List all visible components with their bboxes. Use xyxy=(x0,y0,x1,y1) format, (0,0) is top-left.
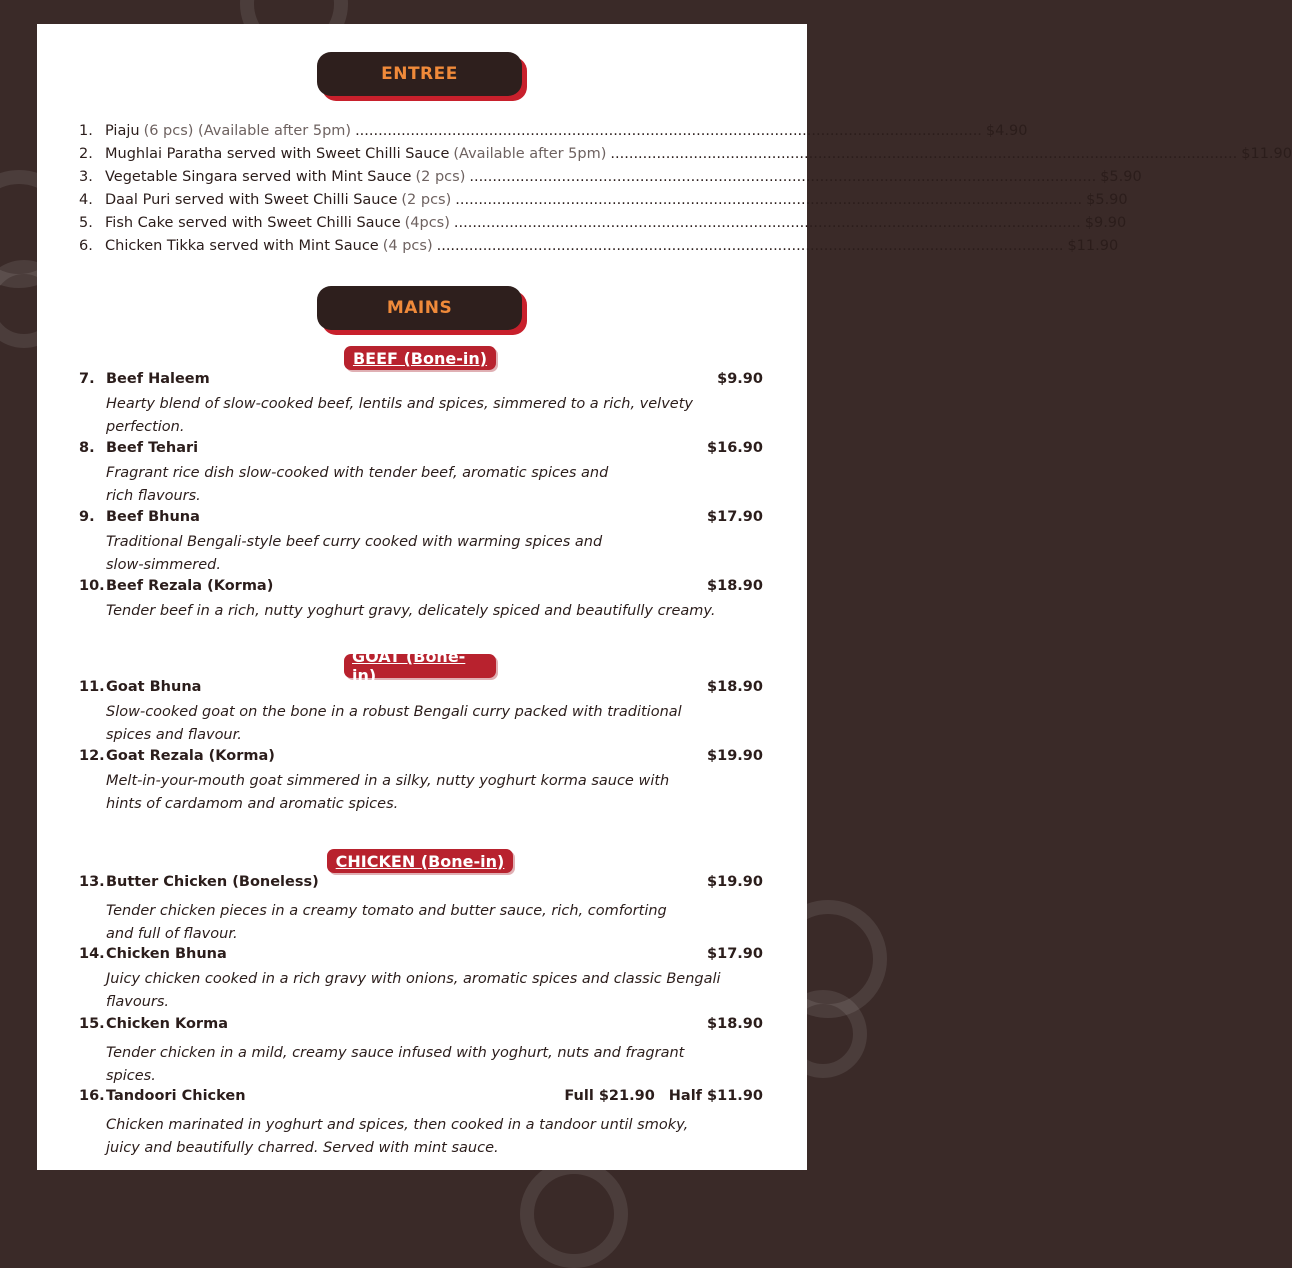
description-line: Traditional Bengali-style beef curry cooked with warming spices and xyxy=(106,534,603,550)
item-name: Beef Haleem xyxy=(106,371,210,387)
item-number: 2. xyxy=(79,146,93,162)
entree-row xyxy=(79,146,1292,169)
item-description xyxy=(106,600,763,623)
item-description xyxy=(106,531,763,577)
description-line: Chicken marinated in yoghurt and spices, then cooked in a tandoor until smoky, xyxy=(106,1117,689,1133)
item-price: $19.90 xyxy=(707,874,763,890)
item-name: Beef Rezala (Korma) xyxy=(106,578,274,594)
item-note: (4 pcs) xyxy=(382,238,433,254)
item-name: Goat Bhuna xyxy=(106,679,202,695)
entree-heading: ENTREE xyxy=(317,52,522,96)
item-price: $18.90 xyxy=(707,578,763,594)
description-line: flavours. xyxy=(106,994,170,1010)
description-line: spices and flavour. xyxy=(106,727,242,743)
description-line: hints of cardamom and aromatic spices. xyxy=(106,796,399,812)
item-number: 13. xyxy=(79,874,105,890)
dot-leader: ........................................................................................................................................ xyxy=(455,192,1083,208)
entree-row xyxy=(79,169,1142,192)
item-price: $17.90 xyxy=(707,946,763,962)
category-chicken: CHICKEN (Bone-in) xyxy=(327,849,513,873)
category-goat: GOAT (Bone-in) xyxy=(344,654,496,678)
description-line: Slow-cooked goat on the bone in a robust Bengali curry packed with traditional xyxy=(106,704,682,720)
item-number: 15. xyxy=(79,1016,105,1032)
menu-item xyxy=(79,748,763,816)
item-price: $16.90 xyxy=(707,440,763,456)
item-number: 7. xyxy=(79,371,95,387)
item-price: $18.90 xyxy=(707,679,763,695)
description-line: and full of flavour. xyxy=(106,926,238,942)
item-number: 9. xyxy=(79,509,95,525)
description-line: Tender beef in a rich, nutty yoghurt gravy, delicately spiced and beautifully creamy. xyxy=(106,603,716,619)
item-number: 10. xyxy=(79,578,105,594)
item-name: Beef Tehari xyxy=(106,440,199,456)
item-name: Tandoori Chicken xyxy=(106,1088,246,1104)
item-note: (2 pcs) xyxy=(415,169,466,185)
item-price: $11.90 xyxy=(1067,238,1119,254)
item-description xyxy=(106,701,763,747)
description-line: Hearty blend of slow-cooked beef, lentils and spices, simmered to a rich, velvety xyxy=(106,396,693,412)
entree-row xyxy=(79,238,1119,261)
item-name: Chicken Bhuna xyxy=(106,946,227,962)
menu-item xyxy=(79,1088,763,1160)
description-line: juicy and beautifully charred. Served with mint sauce. xyxy=(106,1140,499,1156)
item-description xyxy=(106,1114,763,1160)
category-beef: BEEF (Bone-in) xyxy=(344,346,496,370)
item-name: Vegetable Singara served with Mint Sauce xyxy=(105,169,412,185)
item-number: 6. xyxy=(79,238,93,254)
description-line: rich flavours. xyxy=(106,488,201,504)
mains-heading: MAINS xyxy=(317,286,522,330)
item-description xyxy=(106,462,763,508)
description-line: Tender chicken pieces in a creamy tomato and butter sauce, rich, comforting xyxy=(106,903,667,919)
menu-item xyxy=(79,946,763,1014)
item-name: Daal Puri served with Sweet Chilli Sauce xyxy=(105,192,398,208)
item-number: 14. xyxy=(79,946,105,962)
item-price: $5.90 xyxy=(1100,169,1142,185)
item-name: Goat Rezala (Korma) xyxy=(106,748,275,764)
item-price: $9.90 xyxy=(1084,215,1127,231)
entree-list xyxy=(79,123,1292,261)
item-number: 3. xyxy=(79,169,93,185)
menu-item xyxy=(79,679,763,747)
item-price: $18.90 xyxy=(707,1016,763,1032)
item-price-full: Full $21.90 xyxy=(564,1088,655,1104)
decorative-swirl xyxy=(520,1160,628,1268)
item-price: $5.90 xyxy=(1086,192,1128,208)
description-line: spices. xyxy=(106,1068,156,1084)
description-line: Melt-in-your-mouth goat simmered in a silky, nutty yoghurt korma sauce with xyxy=(106,773,670,789)
menu-item xyxy=(79,371,763,439)
item-name: Piaju xyxy=(105,123,140,139)
menu-item xyxy=(79,578,763,623)
item-number: 5. xyxy=(79,215,93,231)
item-number: 1. xyxy=(79,123,93,139)
dot-leader: ........................................................................................................................................ xyxy=(469,169,1097,185)
menu-item xyxy=(79,1016,763,1088)
item-name: Chicken Tikka served with Mint Sauce xyxy=(105,238,379,254)
description-line: slow-simmered. xyxy=(106,557,221,573)
entree-row xyxy=(79,192,1128,215)
item-note: (6 pcs) (Available after 5pm) xyxy=(143,123,352,139)
item-name: Chicken Korma xyxy=(106,1016,228,1032)
dot-leader: ........................................................................................................................................ xyxy=(355,123,982,139)
item-description xyxy=(106,1042,763,1088)
item-price: $4.90 xyxy=(985,123,1028,139)
item-name: Mughlai Paratha served with Sweet Chilli Sauce xyxy=(105,146,450,162)
item-price-half: Half $11.90 xyxy=(668,1088,763,1104)
description-line: Fragrant rice dish slow-cooked with tender beef, aromatic spices and xyxy=(106,465,609,481)
entree-row xyxy=(79,123,1028,146)
item-note: (Available after 5pm) xyxy=(453,146,607,162)
menu-item xyxy=(79,509,763,577)
item-name: Beef Bhuna xyxy=(106,509,200,525)
item-price: $11.90 xyxy=(1241,146,1292,162)
dot-leader: ........................................................................................................................................ xyxy=(453,215,1081,231)
item-note: (2 pcs) xyxy=(401,192,452,208)
item-price: $17.90 xyxy=(707,509,763,525)
item-name: Fish Cake served with Sweet Chilli Sauce xyxy=(105,215,401,231)
item-description xyxy=(106,770,763,816)
item-description xyxy=(106,968,763,1014)
entree-heading-badge xyxy=(317,52,527,98)
item-name: Butter Chicken (Boneless) xyxy=(106,874,319,890)
menu-page xyxy=(37,24,1292,1170)
description-line: Tender chicken in a mild, creamy sauce infused with yoghurt, nuts and fragrant xyxy=(106,1045,685,1061)
item-description xyxy=(106,393,763,439)
menu-item xyxy=(79,440,763,508)
dot-leader: ........................................................................................................................................ xyxy=(436,238,1064,254)
item-description xyxy=(106,900,763,946)
mains-heading-badge xyxy=(317,286,527,332)
item-number: 4. xyxy=(79,192,93,208)
item-note: (4pcs) xyxy=(404,215,450,231)
item-number: 8. xyxy=(79,440,95,456)
item-price: $19.90 xyxy=(707,748,763,764)
description-line: Juicy chicken cooked in a rich gravy with onions, aromatic spices and classic Bengali xyxy=(106,971,721,987)
menu-item xyxy=(79,874,763,946)
item-number: 11. xyxy=(79,679,105,695)
item-number: 16. xyxy=(79,1088,105,1104)
item-price: $9.90 xyxy=(717,371,763,387)
dot-leader: ........................................................................................................................................ xyxy=(610,146,1238,162)
item-number: 12. xyxy=(79,748,105,764)
entree-row xyxy=(79,215,1127,238)
description-line: perfection. xyxy=(106,419,185,435)
